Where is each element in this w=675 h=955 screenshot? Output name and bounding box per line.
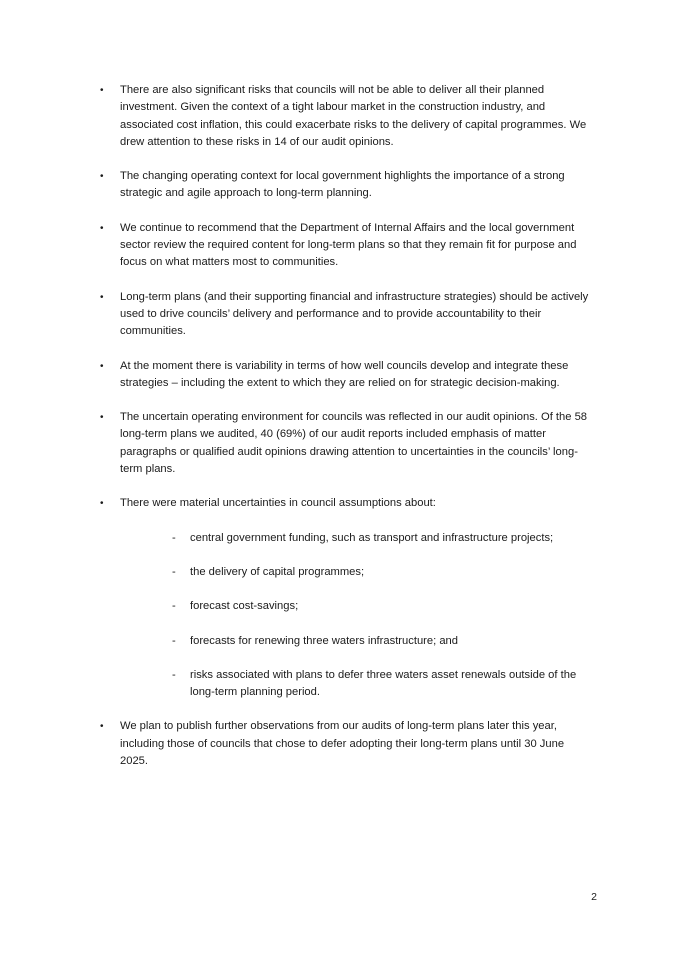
bullet-item-text: Long-term plans (and their supporting financial and infrastructure strategies) should be actively used to drive councils’ delivery and performance and to provide accountability to their communities.	[120, 290, 589, 338]
bullet-marker: •	[100, 291, 104, 303]
bullet-marker: •	[100, 222, 104, 234]
bullet-item	[100, 289, 592, 341]
sub-bullet-item	[172, 598, 592, 615]
sub-bullet-item-text: forecast cost-savings;	[190, 600, 299, 613]
sub-bullet-item	[172, 633, 592, 650]
bullet-marker: •	[100, 171, 104, 183]
dash-marker: -	[172, 600, 176, 613]
bullet-item-text: There are also significant risks that councils will not be able to deliver all their planned investment. Given the context of a tight labour market in the construction industry, and associated cost inflation, this could exacerbate risks to the delivery of capital programmes. We drew attention to these risks in 14 of our audit opinions.	[120, 84, 587, 148]
bullet-item	[100, 718, 592, 770]
bullet-marker: •	[100, 85, 104, 96]
bullet-marker: •	[100, 360, 104, 372]
dash-marker: -	[172, 634, 176, 647]
page-number: 2	[591, 891, 597, 903]
bullet-item	[100, 495, 592, 512]
bullet-list	[100, 82, 592, 787]
sub-bullet-item	[172, 667, 592, 702]
bullet-marker: •	[100, 721, 104, 733]
dash-marker: -	[172, 531, 176, 544]
bullet-item	[100, 358, 592, 393]
sub-bullet-item-text: forecasts for renewing three waters infrastructure; and	[190, 634, 459, 647]
bullet-item-text: The changing operating context for local government highlights the importance of a strong strategic and agile approach to long-term planning.	[120, 170, 565, 200]
bullet-item-text: We continue to recommend that the Department of Internal Affairs and the local government sector review the required content for long-term plans so that they remain fit for purpose and focus on what matters most to communities.	[120, 221, 577, 269]
bullet-item	[100, 82, 592, 151]
bullet-marker: •	[100, 498, 104, 510]
sub-bullet-item-text: risks associated with plans to defer three waters asset renewals outside of the long-term planning period.	[190, 668, 577, 699]
sub-bullet-item-text: the delivery of capital programmes;	[190, 565, 365, 578]
bullet-item-text: There were material uncertainties in council assumptions about:	[120, 497, 436, 510]
bullet-item-text: At the moment there is variability in terms of how well councils develop and integrate these strategies – including the extent to which they are relied on for strategic decision-making.	[120, 359, 569, 389]
bullet-item	[100, 168, 592, 203]
sub-bullet-item	[172, 530, 592, 547]
bullet-item	[100, 409, 592, 478]
sub-bullet-item	[172, 564, 592, 581]
bullet-item-text: We plan to publish further observations from our audits of long-term plans later this year, including those of councils that chose to defer adopting their long-term plans until 30 June 2025.	[120, 720, 565, 768]
bullet-item-text: The uncertain operating environment for councils was reflected in our audit opinions. Of the 58 long-term plans we audited, 40 (69%) of our audit reports included emphasis of matter paragraphs or qualified audit opinions drawing attention to uncertainties in the councils’ long-term plans.	[120, 411, 588, 476]
dash-marker: -	[172, 565, 176, 578]
sub-bullet-item-text: central government funding, such as transport and infrastructure projects;	[190, 531, 554, 544]
dash-marker: -	[172, 668, 176, 681]
bullet-item	[100, 220, 592, 272]
bullet-marker: •	[100, 412, 104, 424]
